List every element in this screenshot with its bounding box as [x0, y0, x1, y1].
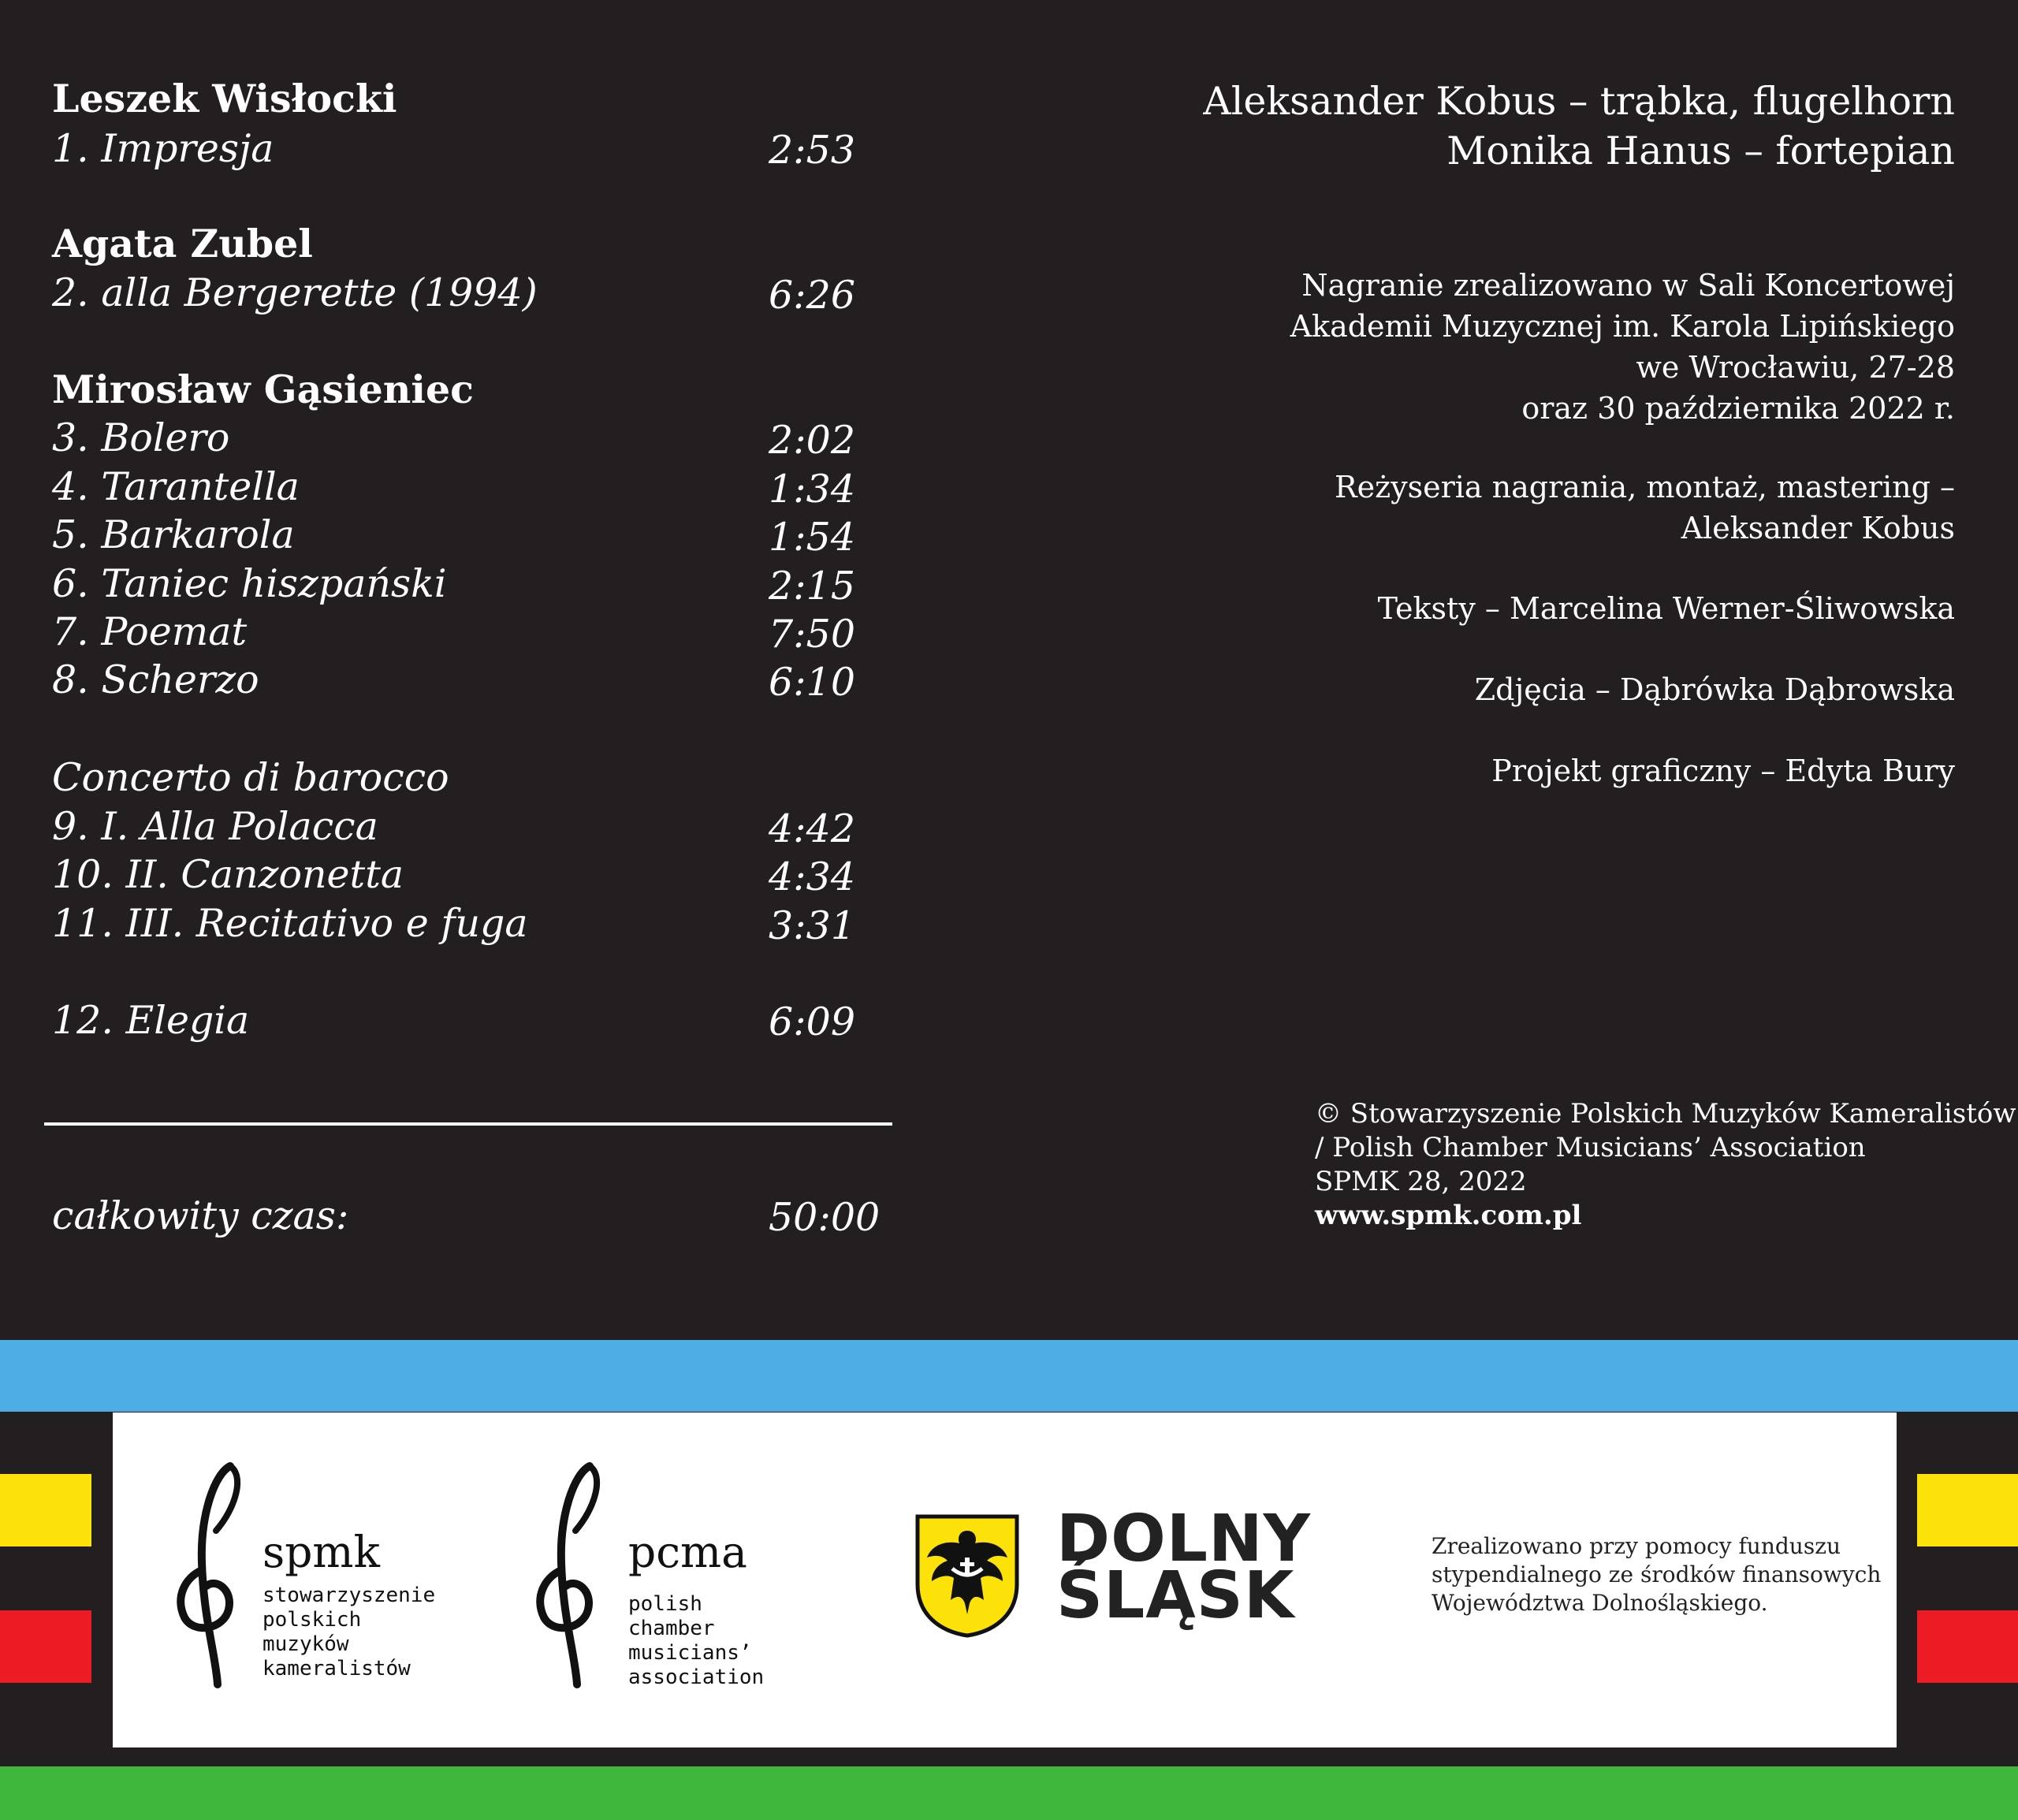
track-time: 3:31 [769, 903, 856, 948]
track-title: 4. Tarantella [52, 464, 300, 509]
credit-line: Aleksander Kobus [1681, 511, 1955, 545]
track-title: 5. Barkarola [52, 512, 295, 557]
total-time: 50:00 [769, 1195, 881, 1240]
treble-clef-icon [169, 1460, 255, 1688]
section-subtitle: Concerto di barocco [52, 755, 449, 800]
track-time: 6:09 [769, 999, 856, 1044]
logo-line: ŚLĄSK [1056, 1558, 1295, 1633]
logo-line: stowarzyszenie [262, 1584, 436, 1607]
funding-line: stypendialnego ze środków finansowych [1432, 1561, 1882, 1587]
track-title: 11. III. Recitativo e fuga [52, 901, 528, 946]
dolny-slask-logo [1056, 1502, 1312, 1633]
track-time: 6:26 [769, 273, 856, 318]
recording-info [1290, 265, 1955, 429]
funding-line: Województwa Dolnośląskiego. [1432, 1590, 1768, 1616]
track-time: 1:54 [769, 515, 856, 560]
design-credit: Projekt graficzny – Edyta Bury [1491, 754, 1955, 788]
pcma-logo-name: pcma [628, 1527, 747, 1577]
catalog-number: SPMK 28, 2022 [1315, 1166, 1527, 1197]
track-time: 1:34 [769, 467, 856, 512]
photos-credit: Zdjęcia – Dąbrówka Dąbrowska [1474, 672, 1955, 707]
track-title: 1. Impresja [52, 126, 274, 171]
credit-line: Reżyseria nagrania, montaż, mastering – [1335, 470, 1955, 504]
credit-line: Nagranie zrealizowano w Sali Koncertowej [1301, 268, 1955, 303]
pcma-logo-text [628, 1592, 764, 1690]
copyright-line: © Stowarzyszenie Polskich Muzyków Kameralistów [1315, 1098, 2016, 1130]
track-time: 7:50 [769, 612, 856, 657]
website-link[interactable]: www.spmk.com.pl [1315, 1200, 1582, 1231]
funding-note [1432, 1532, 1881, 1617]
track-title: 2. alla Bergerette (1994) [52, 270, 538, 315]
copyright [1315, 1097, 2016, 1233]
logo-line: chamber [628, 1617, 715, 1640]
yellow-stripe-right [1917, 1474, 2018, 1546]
track-title: 3. Bolero [52, 415, 230, 460]
spmk-logo-text [262, 1584, 435, 1681]
performers [1203, 76, 1955, 176]
blue-stripe [0, 1340, 2018, 1412]
track-time: 4:34 [769, 854, 856, 899]
composer-name: Mirosław Gąsieniec [52, 367, 475, 412]
track-time: 2:15 [769, 564, 856, 609]
composer-name: Leszek Wisłocki [52, 76, 397, 121]
logo-line: musicians’ [628, 1641, 752, 1665]
green-stripe [0, 1766, 2018, 1820]
treble-clef-icon [528, 1460, 615, 1688]
track-time: 4:42 [769, 806, 856, 851]
eagle-coat-of-arms-icon [914, 1513, 1020, 1638]
red-stripe-left [0, 1610, 91, 1683]
track-title: 6. Taniec hiszpański [52, 561, 447, 606]
yellow-stripe-left [0, 1474, 91, 1546]
logo-line: polish [628, 1592, 702, 1616]
credit-line: oraz 30 października 2022 r. [1521, 391, 1955, 426]
funding-line: Zrealizowano przy pomocy funduszu [1432, 1533, 1841, 1559]
credit-line: we Wrocławiu, 27-28 [1636, 350, 1955, 385]
copyright-line: / Polish Chamber Musicians’ Association [1315, 1132, 1866, 1163]
texts-credit: Teksty – Marcelina Werner-Śliwowska [1377, 591, 1955, 626]
track-time: 2:53 [769, 128, 856, 173]
track-title: 8. Scherzo [52, 657, 259, 702]
logo-line: kameralistów [262, 1657, 411, 1680]
track-time: 2:02 [769, 418, 856, 463]
logo-line: polskich [262, 1608, 362, 1632]
track-time: 6:10 [769, 660, 856, 705]
credit-line: Akademii Muzycznej im. Karola Lipińskiego [1290, 309, 1955, 344]
track-title: 12. Elegia [52, 998, 250, 1043]
spmk-logo-name: spmk [262, 1527, 380, 1577]
logo-line: DOLNY [1056, 1502, 1312, 1576]
track-title: 10. II. Canzonetta [52, 852, 404, 897]
logo-line: association [628, 1666, 765, 1689]
total-label: całkowity czas: [52, 1193, 349, 1238]
track-title: 7. Poemat [52, 609, 248, 654]
track-title: 9. I. Alla Polacca [52, 804, 378, 849]
direction-info [1335, 467, 1955, 549]
divider [44, 1122, 892, 1126]
performer: Aleksander Kobus – trąbka, flugelhorn [1203, 79, 1955, 124]
logo-line: muzyków [262, 1632, 349, 1656]
composer-name: Agata Zubel [52, 221, 313, 266]
red-stripe-right [1917, 1610, 2018, 1683]
performer: Monika Hanus – fortepian [1446, 128, 1955, 173]
